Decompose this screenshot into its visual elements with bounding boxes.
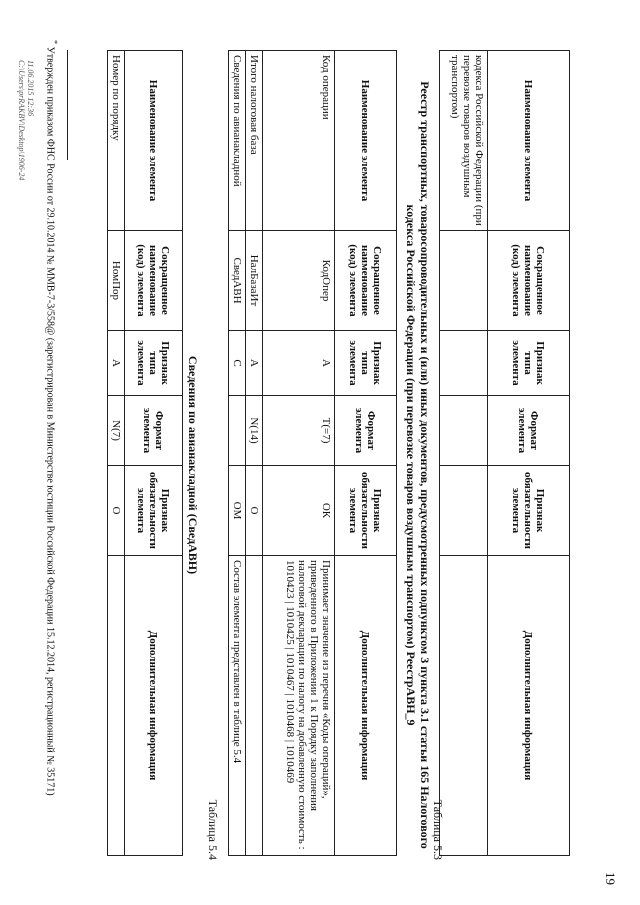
table-cell xyxy=(440,331,488,396)
table-title: Реестр транспортных, товаросопроводительных и (или) иных документов, предусмотренных подпунктом 3 пункта 3.1 статьи 165 Налогового кодекса Российской Федерации (при перевозке товаров воздушным транспортом) РеестрАВН_9 xyxy=(404,81,432,849)
table-cell: Сведения по авианакладной xyxy=(229,51,246,231)
table-cell: Принимает значение из перечня «Коды операций», приведенного в Приложении 1 к Порядку заполнения налоговой декларации по налогу на добавленную стоимость : 1010423 | 1010425 | 1010467 | 1010468 | 1010469 xyxy=(263,556,335,856)
table-title: Сведения по авианакладной (СведАВН) xyxy=(186,355,200,575)
header-cell: Наименование элемента xyxy=(335,51,397,231)
header-cell: Признак типа элемента xyxy=(335,331,397,396)
header-cell: Сокращенное наименование (код) элемента xyxy=(125,231,183,331)
table-cell: Состав элемента представлен в таблице 5.4 xyxy=(229,556,246,856)
footnote-mark: * xyxy=(50,40,59,45)
table-cell xyxy=(108,556,125,856)
table-cell: А xyxy=(263,331,335,396)
table-cell xyxy=(246,556,263,856)
file-stamp xyxy=(17,60,35,360)
table-cell: кодекса Российской Федерации (при перевозке товаров воздушным транспортом) xyxy=(440,51,488,231)
header-cell: Формат элемента xyxy=(125,396,183,466)
table-cell: Код операции xyxy=(263,51,335,231)
table-cell xyxy=(440,466,488,556)
table-cell: КодОпер xyxy=(263,231,335,331)
header-cell: Формат элемента xyxy=(335,396,397,466)
table-cell: N(14) xyxy=(246,396,263,466)
table-cell: СведАВН xyxy=(229,231,246,331)
table-cell xyxy=(229,396,246,466)
table-row xyxy=(246,51,263,856)
header-cell: Признак обязательности элемента xyxy=(335,466,397,556)
table-cell: ОМ xyxy=(229,466,246,556)
header-cell: Наименование элемента xyxy=(488,51,570,231)
table-cell: N(7) xyxy=(108,396,125,466)
table-cell: Итого налоговая база xyxy=(246,51,263,231)
footnote-rule xyxy=(67,50,68,160)
table-row xyxy=(229,51,246,856)
table-cell: НомПор xyxy=(108,231,125,331)
header-cell: Сокращенное наименование (код) элемента xyxy=(488,231,570,331)
header-cell: Признак обязательности элемента xyxy=(125,466,183,556)
header-cell: Признак типа элемента xyxy=(488,331,570,396)
header-cell: Признак обязательности элемента xyxy=(488,466,570,556)
page-number: 19 xyxy=(603,872,618,885)
table-5-3 xyxy=(228,50,397,856)
header-cell: Сокращенное наименование (код) элемента xyxy=(335,231,397,331)
table-5-4 xyxy=(107,50,183,856)
table-caption: Таблица 5.4 xyxy=(206,799,220,860)
footnote-text: Утвержден приказом ФНС России от 29.10.2014 № ММВ-7-3/558@ (зарегистрирован в Министерстве юстиции Российской Федерации 15.12.2014, регистрационный № 35171) xyxy=(44,46,56,796)
table-cell: О xyxy=(246,466,263,556)
table-cell: О xyxy=(108,466,125,556)
table-row xyxy=(263,51,335,856)
header-cell: Дополнительная информация xyxy=(335,556,397,856)
table-cell: А xyxy=(108,331,125,396)
table-continuation xyxy=(439,50,570,856)
table-cell xyxy=(440,396,488,466)
stamp-line: 11.06.2015 12:36 xyxy=(26,60,35,117)
table-row xyxy=(108,51,125,856)
table-cell xyxy=(440,556,488,856)
table-cell xyxy=(440,231,488,331)
table-cell: НалБазаИт xyxy=(246,231,263,331)
table-cell: ОК xyxy=(263,466,335,556)
header-cell: Формат элемента xyxy=(488,396,570,466)
header-cell: Дополнительная информация xyxy=(488,556,570,856)
table-caption: Таблица 5.3 xyxy=(431,799,445,860)
table-cell: T(=7) xyxy=(263,396,335,466)
table-cell: С xyxy=(229,331,246,396)
header-cell: Признак типа элемента xyxy=(125,331,183,396)
table-cell: Номер по порядку xyxy=(108,51,125,231)
stamp-line: С:\Users\prRAKBV\Desktop\1906-24 xyxy=(17,60,26,181)
footnote xyxy=(44,40,60,870)
table-cell: А xyxy=(246,331,263,396)
header-cell: Наименование элемента xyxy=(125,51,183,231)
header-cell: Дополнительная информация xyxy=(125,556,183,856)
